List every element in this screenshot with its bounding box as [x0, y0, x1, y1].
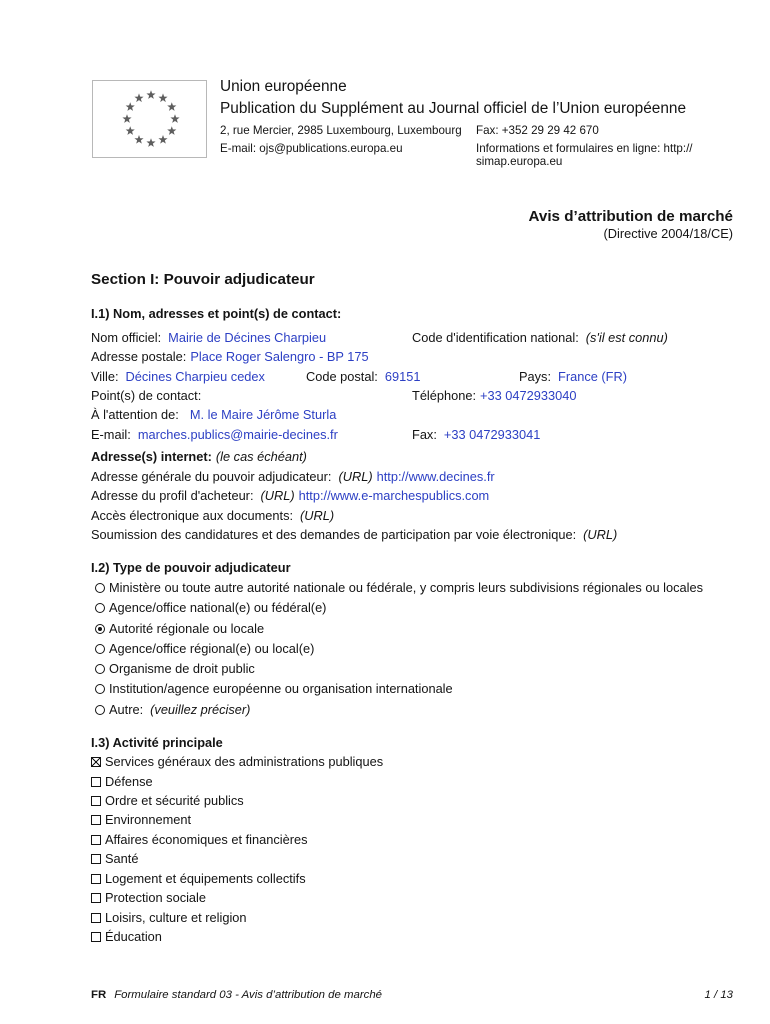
email-link[interactable]: marches.publics@mairie-decines.fr	[137, 427, 338, 442]
official-name-label: Nom officiel:	[91, 330, 162, 345]
country-value: France (FR)	[558, 369, 627, 384]
buyer-profile-hint: (URL)	[260, 488, 295, 503]
checkbox	[91, 815, 101, 825]
radio-button	[95, 664, 105, 674]
activity-option	[91, 910, 247, 926]
checkbox	[91, 777, 101, 787]
documents-access-row	[91, 508, 334, 524]
fax-row	[412, 427, 540, 443]
checkbox	[91, 757, 101, 767]
header-email: E-mail: ojs@publications.europa.eu	[220, 142, 403, 155]
city-label: Ville:	[91, 369, 119, 384]
star-icon	[167, 102, 176, 111]
authority-option-hint: (veuillez préciser)	[150, 702, 251, 717]
header-address: 2, rue Mercier, 2985 Luxembourg, Luxembourg	[220, 124, 462, 137]
star-icon	[134, 135, 143, 144]
email-label: E-mail:	[91, 427, 131, 442]
radio-button	[95, 624, 105, 634]
activity-option-label: Loisirs, culture et religion	[105, 910, 247, 925]
publication-title: Publication du Supplément au Journal officiel de l’Union européenne	[220, 100, 687, 117]
postal-address-value: Place Roger Salengro - BP 175	[190, 349, 369, 364]
internet-heading: Adresse(s) internet:	[91, 449, 212, 464]
activity-option-label: Logement et équipements collectifs	[105, 871, 306, 886]
section-title: Section I: Pouvoir adjudicateur	[91, 271, 315, 288]
footer-form-name: Formulaire standard 03 - Avis d’attribution de marché	[114, 989, 382, 1001]
phone-row	[412, 388, 576, 404]
documents-access-label: Accès électronique aux documents:	[91, 508, 294, 523]
activity-option	[91, 871, 306, 887]
eu-flag-icon	[93, 81, 206, 157]
radio-button	[95, 705, 105, 715]
activity-option-label: Éducation	[105, 929, 162, 944]
page-footer	[91, 987, 382, 1003]
activity-option-label: Santé	[105, 851, 139, 866]
radio-button	[95, 583, 105, 593]
checkbox	[91, 913, 101, 923]
authority-option-label: Agence/office national(e) ou fédéral(e)	[109, 600, 327, 615]
postal-address-label: Adresse postale:	[91, 349, 187, 364]
postal-code-row	[306, 369, 420, 385]
star-icon	[122, 114, 131, 123]
country-row	[519, 369, 627, 385]
star-icon	[167, 126, 176, 135]
phone-label: Téléphone:	[412, 388, 477, 403]
activity-option-label: Environnement	[105, 812, 192, 827]
fax-label: Fax:	[412, 427, 437, 442]
checkbox	[91, 874, 101, 884]
attention-label: À l'attention de:	[91, 407, 179, 422]
activity-option	[91, 812, 191, 828]
radio-button	[95, 603, 105, 613]
authority-option	[95, 621, 264, 637]
activity-option-label: Défense	[105, 774, 153, 789]
authority-option	[95, 580, 703, 596]
activity-option	[91, 754, 383, 770]
fax-value: +33 0472933041	[443, 427, 541, 442]
general-url-label: Adresse générale du pouvoir adjudicateur:	[91, 469, 332, 484]
star-icon	[126, 102, 135, 111]
star-icon	[146, 90, 155, 99]
radio-button	[95, 644, 105, 654]
star-icon	[158, 93, 167, 102]
notice-directive: (Directive 2004/18/CE)	[603, 226, 733, 241]
org-name: Union européenne	[220, 78, 347, 95]
postal-code-value: 69151	[384, 369, 421, 384]
notice-title: Avis d’attribution de marché	[528, 208, 733, 225]
city-row	[91, 369, 265, 385]
contact-points-label: Point(s) de contact:	[91, 388, 202, 403]
activity-option-label: Ordre et sécurité publics	[105, 793, 244, 808]
checkbox	[91, 835, 101, 845]
activity-option	[91, 890, 206, 906]
general-url-hint: (URL)	[338, 469, 373, 484]
activity-option	[91, 774, 153, 790]
documents-access-hint: (URL)	[300, 508, 335, 523]
submission-label: Soumission des candidatures et des demandes de participation par voie électronique:	[91, 527, 577, 542]
authority-option-label: Autorité régionale ou locale	[109, 621, 265, 636]
checkbox	[91, 796, 101, 806]
checkbox	[91, 854, 101, 864]
authority-option	[95, 600, 326, 616]
postal-address-row	[91, 349, 369, 365]
general-url-link[interactable]: http://www.decines.fr	[376, 469, 495, 484]
internet-heading-row	[91, 449, 307, 465]
authority-option-label: Organisme de droit public	[109, 661, 255, 676]
attention-value: M. le Maire Jérôme Sturla	[189, 407, 337, 422]
authority-option	[95, 681, 453, 697]
national-id-row	[412, 330, 668, 346]
activity-option	[91, 851, 138, 867]
submission-row	[91, 527, 617, 543]
authority-option-label: Autre:	[109, 702, 144, 717]
activity-option-label: Affaires économiques et financières	[105, 832, 308, 847]
official-name-value: Mairie de Décines Charpieu	[168, 330, 327, 345]
eu-logo	[92, 80, 207, 158]
official-name-row	[91, 330, 326, 346]
authority-option-label: Institution/agence européenne ou organisation internationale	[109, 681, 453, 696]
star-icon	[126, 126, 135, 135]
footer-lang: FR	[91, 989, 107, 1001]
authority-option-label: Agence/office régional(e) ou local(e)	[109, 641, 315, 656]
activity-option	[91, 929, 162, 945]
national-id-hint: (s'il est connu)	[585, 330, 668, 345]
buyer-profile-row	[91, 488, 489, 504]
activity-option-label: Protection sociale	[105, 890, 207, 905]
contact-heading: I.1) Nom, adresses et point(s) de contact:	[91, 306, 342, 321]
header-info-line-1: Informations et formulaires en ligne: http://	[476, 142, 693, 155]
national-id-label: Code d'identification national:	[412, 330, 579, 345]
star-icon	[134, 93, 143, 102]
activity-option	[91, 832, 308, 848]
phone-value: +33 0472933040	[480, 388, 577, 403]
main-activity-heading: I.3) Activité principale	[91, 735, 223, 750]
buyer-profile-label: Adresse du profil d'acheteur:	[91, 488, 254, 503]
page-number: 1 / 13	[704, 989, 733, 1001]
header-fax: Fax: +352 29 29 42 670	[476, 124, 599, 137]
general-url-row	[91, 469, 495, 485]
authority-option	[95, 661, 255, 677]
buyer-profile-link[interactable]: http://www.e-marchespublics.com	[298, 488, 490, 503]
star-icon	[146, 138, 155, 147]
authority-option	[95, 702, 250, 718]
authority-option	[95, 641, 314, 657]
radio-button	[95, 684, 105, 694]
header-info-line-2: simap.europa.eu	[476, 155, 563, 168]
star-icon	[158, 135, 167, 144]
attention-row	[91, 407, 336, 423]
submission-hint: (URL)	[583, 527, 618, 542]
activity-option-label: Services généraux des administrations publiques	[105, 754, 384, 769]
authority-option-label: Ministère ou toute autre autorité nationale ou fédérale, y compris leurs subdivisions régionales ou locales	[109, 580, 703, 595]
checkbox	[91, 932, 101, 942]
star-icon	[170, 114, 179, 123]
city-value: Décines Charpieu cedex	[125, 369, 265, 384]
country-label: Pays:	[519, 369, 552, 384]
checkbox	[91, 893, 101, 903]
authority-type-heading: I.2) Type de pouvoir adjudicateur	[91, 560, 291, 575]
postal-code-label: Code postal:	[306, 369, 378, 384]
activity-option	[91, 793, 244, 809]
internet-heading-hint: (le cas échéant)	[215, 449, 307, 464]
email-row	[91, 427, 338, 443]
